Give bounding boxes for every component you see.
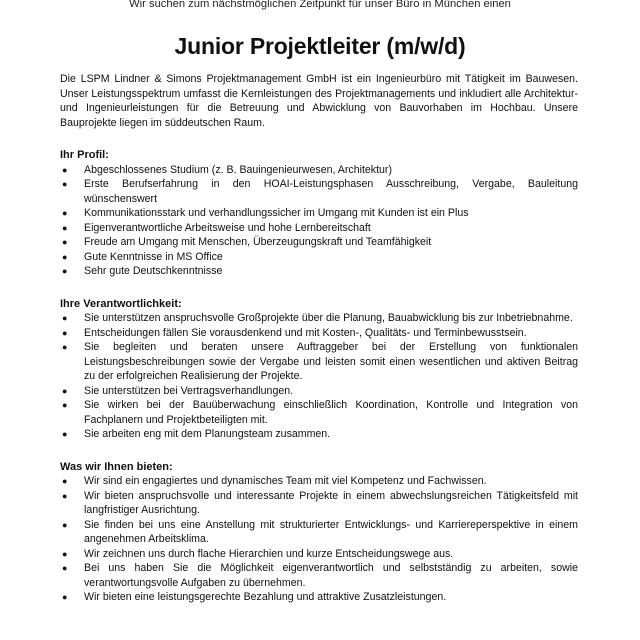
bullet-icon: ● bbox=[62, 266, 68, 276]
list-item-text: Sie arbeiten eng mit dem Planungsteam zusammen. bbox=[84, 428, 331, 440]
bullet-icon: ● bbox=[62, 429, 68, 439]
bullet-icon: ● bbox=[62, 563, 68, 573]
list-item bbox=[60, 427, 578, 442]
list-item bbox=[60, 221, 578, 236]
bullet-icon: ● bbox=[62, 592, 68, 602]
intro-line: Wir suchen zum nächstmöglichen Zeitpunkt für unser Büro in München einen bbox=[129, 0, 511, 10]
list-item-text: Abgeschlossenes Studium (z. B. Bauingenieurwesen, Architektur) bbox=[84, 163, 392, 176]
bullet-icon: ● bbox=[62, 251, 68, 262]
list-item-text: Entscheidungen fällen Sie vorausdenkend und mit Kosten-, Qualitäts- und Terminbewusstsein. bbox=[84, 326, 527, 339]
bullet-icon: ● bbox=[62, 179, 68, 189]
list-item bbox=[60, 590, 578, 605]
list-item-text: Sie finden bei uns eine Anstellung mit strukturierter Entwicklungs- und Karriereperspektive in einem angenehmen Arbeitsklima. bbox=[84, 518, 578, 545]
list-item-text: Sie unterstützen bei Vertragsverhandlungen. bbox=[84, 384, 294, 397]
benefits-list bbox=[60, 474, 578, 605]
job-title: Junior Projektleiter (m/w/d) bbox=[174, 33, 466, 59]
profile-list bbox=[60, 163, 578, 279]
bullet-icon: ● bbox=[62, 222, 68, 233]
list-item-text: Gute Kenntnisse in MS Office bbox=[84, 250, 223, 263]
section-heading-profile: Ihr Profil: bbox=[60, 149, 109, 161]
list-item-text: Wir zeichnen uns durch flache Hierarchien und kurze Entscheidungswege aus. bbox=[84, 547, 454, 560]
section-benefits bbox=[60, 460, 578, 605]
list-item bbox=[60, 561, 578, 590]
list-item bbox=[60, 489, 578, 518]
list-item bbox=[60, 547, 578, 562]
section-profile bbox=[60, 148, 578, 279]
list-item-text: Wir sind ein engagiertes und dynamisches Team mit viel Kompetenz und Fachwissen. bbox=[84, 475, 487, 487]
list-item bbox=[60, 326, 578, 341]
bullet-icon: ● bbox=[62, 519, 68, 530]
list-item bbox=[60, 163, 578, 178]
bullet-icon: ● bbox=[62, 548, 68, 559]
list-item bbox=[60, 235, 578, 250]
list-item-text: Sie unterstützen anspruchsvolle Großprojekte über die Planung, Bauabwicklung bis zur Inbetriebnahme. bbox=[84, 312, 573, 324]
bullet-icon: ● bbox=[62, 476, 68, 486]
list-item-text: Sie wirken bei der Bauüberwachung einschließlich Koordination, Kontrolle und Integration von Fachplanern und Projektbeteiligten mit. bbox=[84, 399, 578, 426]
bullet-icon: ● bbox=[62, 490, 68, 501]
bullet-icon: ● bbox=[62, 237, 68, 247]
list-item bbox=[60, 398, 578, 427]
list-item bbox=[60, 518, 578, 547]
list-item-text: Sie begleiten und beraten unsere Auftraggeber bei der Erstellung von funktionalen Leistungsbeschreibungen sowie der Vergabe und leisten somit einen wesentlichen und aktiven Beitrag zu der erfolgreichen Realisierung der Projekte. bbox=[84, 341, 578, 382]
list-item-text: Eigenverantwortliche Arbeitsweise und hohe Lernbereitschaft bbox=[84, 221, 371, 234]
company-description: Die LSPM Lindner & Simons Projektmanagement GmbH ist ein Ingenieurbüro mit Tätigkeit im Bauwesen. Unser Leistungsspektrum umfasst die Kernleistungen des Projektmanagements und inkludiert alle Architektur- und Ingenieurleistungen für die Betreuung und Abwicklung von Bauvorhaben im Hochbau. Unsere Bauprojekte liegen im süddeutschen Raum. bbox=[60, 73, 578, 129]
bullet-icon: ● bbox=[62, 164, 68, 175]
document-body bbox=[60, 72, 578, 605]
section-heading-responsibilities: Ihre Verantwortlichkeit: bbox=[60, 297, 182, 310]
list-item-text: Erste Berufserfahrung in den HOAI-Leistungsphasen Ausschreibung, Vergabe, Bauleitung wünschenswert bbox=[84, 178, 578, 205]
list-item bbox=[60, 474, 578, 489]
responsibilities-list bbox=[60, 311, 578, 442]
list-item bbox=[60, 177, 578, 206]
bullet-icon: ● bbox=[62, 342, 68, 352]
list-item bbox=[60, 311, 578, 326]
list-item-text: Freude am Umgang mit Menschen, Überzeugungskraft und Teamfähigkeit bbox=[84, 236, 432, 248]
bullet-icon: ● bbox=[62, 385, 68, 396]
list-item-text: Sehr gute Deutschkenntnisse bbox=[84, 265, 223, 277]
list-item bbox=[60, 340, 578, 384]
section-responsibilities bbox=[60, 297, 578, 442]
bullet-icon: ● bbox=[62, 208, 68, 218]
list-item-text: Kommunikationsstark und verhandlungssicher im Umgang mit Kunden ist ein Plus bbox=[84, 207, 469, 219]
bullet-icon: ● bbox=[62, 313, 68, 323]
bullet-icon: ● bbox=[62, 400, 68, 410]
list-item bbox=[60, 264, 578, 279]
bullet-icon: ● bbox=[62, 327, 68, 338]
list-item-text: Wir bieten eine leistungsgerechte Bezahlung und attraktive Zusatzleistungen. bbox=[84, 591, 447, 603]
list-item-text: Bei uns haben Sie die Möglichkeit eigenverantwortlich und selbstständig zu arbeiten, sowie verantwortungsvolle Aufgaben zu übernehmen. bbox=[84, 562, 578, 589]
list-item bbox=[60, 384, 578, 399]
list-item bbox=[60, 250, 578, 265]
list-item-text: Wir bieten anspruchsvolle und interessante Projekte in einem abwechslungsreichen Tätigkeitsfeld mit langfristiger Ausrichtung. bbox=[84, 489, 578, 516]
list-item bbox=[60, 206, 578, 221]
section-heading-benefits: Was wir Ihnen bieten: bbox=[60, 460, 173, 473]
